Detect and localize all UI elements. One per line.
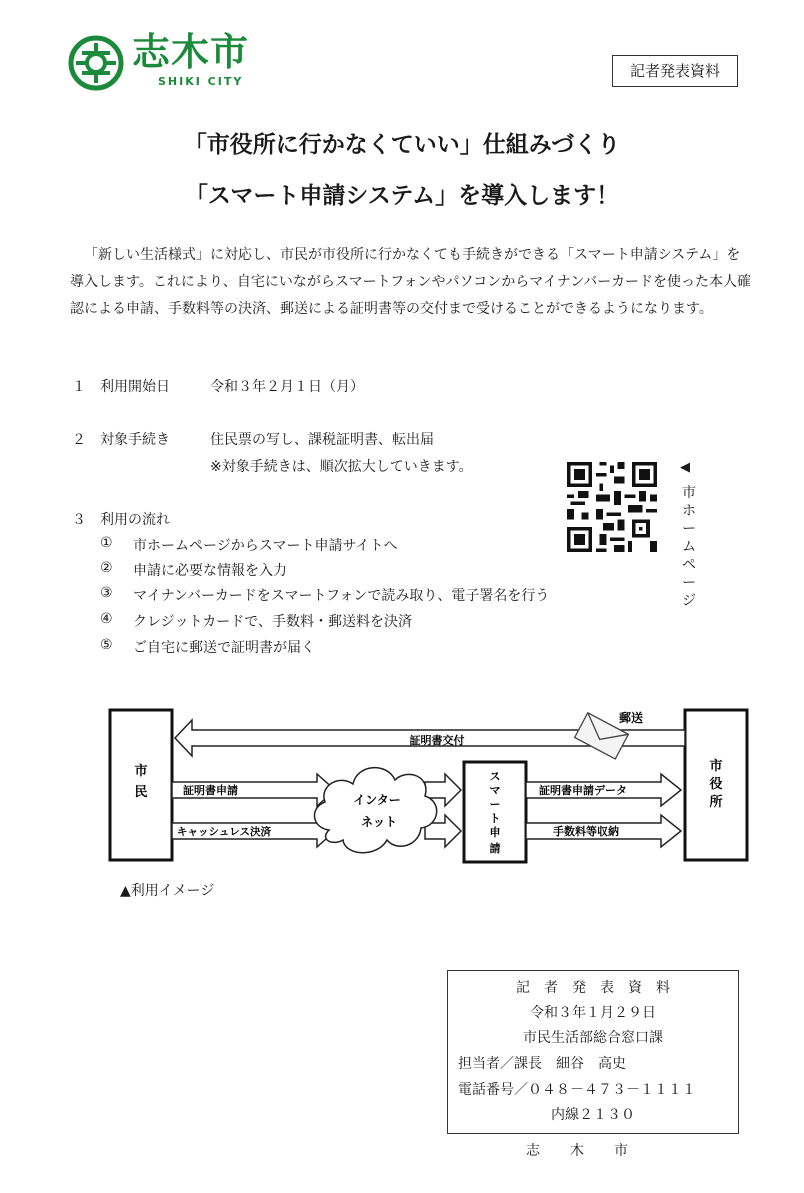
flow-step-2-number: ② <box>100 560 113 576</box>
contact-phone: 電話番号／０４８－４７３－１１１１ <box>458 1082 696 1098</box>
logo-subtitle: SHIKI CITY <box>158 75 244 88</box>
section-2-number: ２ <box>72 432 86 448</box>
contact-department: 市民生活部総合窓口課 <box>523 1030 663 1046</box>
fee-label: 手数料等収納 <box>553 825 619 838</box>
section-2-label: 対象手続き <box>100 432 170 448</box>
press-badge: 記者発表資料 <box>612 55 738 87</box>
section-1-label: 利用開始日 <box>100 379 170 395</box>
qr-code-icon <box>567 462 657 552</box>
apply-label: 証明書申請 <box>183 784 238 797</box>
citizen-label-2: 民 <box>134 785 148 800</box>
mail-label: 郵送 <box>619 711 644 725</box>
section-3-label: 利用の流れ <box>100 512 170 528</box>
headline-line-1: 「市役所に行かなくていい」仕組みづくり <box>183 132 621 158</box>
smart-label-4: ト <box>489 812 501 825</box>
flow-step-5-number: ⑤ <box>100 637 113 653</box>
internet-label-2: ネット <box>360 815 398 829</box>
usage-diagram <box>107 700 752 870</box>
flow-step-2-text: 申請に必要な情報を入力 <box>133 563 287 579</box>
intro-paragraph: 「新しい生活様式」に対応し、市民が市役所に行かなくても手続きができる「スマート申請システム」を導入します。これにより、自宅にいながらスマートフォンやパソコンからマイナンバーカードを使った本人確認による申請、手数料等の決済、郵送による証明書等の交付まで受けることができるようになります。 <box>70 247 751 317</box>
section-3-number: ３ <box>72 512 86 528</box>
apply-data-label: 証明書申請データ <box>539 784 627 797</box>
contact-title: 記 者 発 表 資 料 <box>516 980 670 996</box>
city-hall-label-2: 役 <box>709 777 723 792</box>
smart-label-5: 申 <box>489 826 501 839</box>
city-hall-label-1: 市 <box>709 759 723 774</box>
headline-line-2: 「スマート申請システム」を導入します！ <box>184 183 620 209</box>
contact-person: 担当者／課長 細谷 高史 <box>458 1056 626 1072</box>
internet-label-1: インター <box>353 793 401 807</box>
diagram-caption: ▲利用イメージ <box>120 883 215 899</box>
smart-label-2: マ <box>489 784 501 797</box>
contact-box <box>447 970 739 1134</box>
city-emblem-icon <box>68 35 124 91</box>
qr-vertical-label: 市ホームページ <box>682 485 696 609</box>
city-hall-label-3: 所 <box>709 795 723 810</box>
flow-step-1-number: ① <box>100 535 113 551</box>
footer-city-name: 志木市 <box>526 1143 658 1159</box>
smart-label-1: ス <box>489 770 501 783</box>
contact-date: 令和３年１月２９日 <box>530 1005 656 1021</box>
cashless-label: キャッシュレス決済 <box>177 826 271 838</box>
flow-step-3-text: マイナンバーカードをスマートフォンで読み取り、電子署名を行う <box>133 588 550 604</box>
citizen-label-1: 市 <box>134 764 148 779</box>
qr-pointer-arrow: ◀ <box>680 460 690 475</box>
flow-step-5-text: ご自宅に郵送で証明書が届く <box>133 640 315 656</box>
flow-step-3-number: ③ <box>100 585 113 601</box>
flow-step-4-text: クレジットカードで、手数料・郵送料を決済 <box>133 614 412 630</box>
flow-step-4-number: ④ <box>100 611 113 627</box>
smart-label-3: ー <box>489 798 501 811</box>
section-1-number: １ <box>72 379 86 395</box>
flow-step-1-text: 市ホームページからスマート申請サイトへ <box>133 538 398 554</box>
logo-name: 志木市 <box>132 30 250 74</box>
section-2-note: ※対象手続きは、順次拡大していきます。 <box>210 459 473 475</box>
delivery-label: 証明書交付 <box>409 734 465 747</box>
smart-label-6: 請 <box>489 842 501 855</box>
section-1-value: 令和３年２月１日（月） <box>210 379 364 395</box>
section-2-value: 住民票の写し、課税証明書、転出届 <box>210 432 434 448</box>
internet-cloud-icon <box>314 768 436 853</box>
contact-extension: 内線２１３０ <box>551 1107 635 1123</box>
